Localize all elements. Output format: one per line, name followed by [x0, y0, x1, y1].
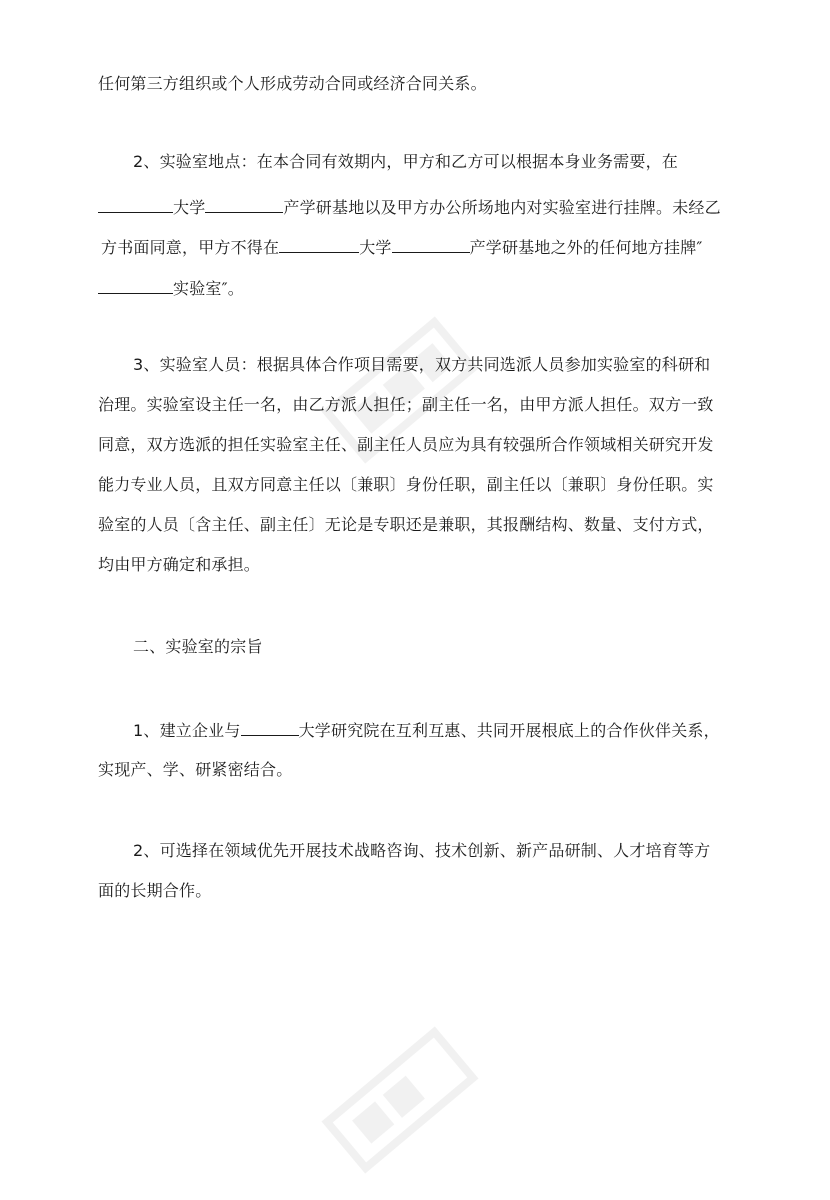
text-line — [98, 275, 244, 300]
text-segment: 1、建立企业与 — [133, 721, 241, 740]
text-line: 2、可选择在领域优先开展技术战略咨询、技术创新、新产品研制、人才培育等方 — [133, 841, 711, 860]
section-heading: 二、实验室的宗旨 — [133, 637, 263, 656]
blank-field — [205, 194, 283, 213]
text-segment: 大学 — [173, 198, 206, 217]
text-segment: 方书面同意，甲方不得在 — [101, 238, 280, 257]
text-line — [101, 234, 703, 259]
text-line: 验室的人员〔含主任、副主任〕无论是专职还是兼职，其报酬结构、数量、支付方式， — [98, 515, 714, 534]
blank-field — [98, 275, 173, 294]
text-line — [133, 717, 720, 742]
text-line: 实现产、学、研紧密结合。 — [98, 760, 293, 779]
text-line: 3、实验室人员：根据具体合作项目需要，双方共同选派人员参加实验室的科研和 — [133, 355, 711, 374]
watermark-stamp-icon — [300, 1000, 500, 1200]
text-line: 同意，双方选派的担任实验室主任、副主任人员应为具有较强所合作领域相关研究开发 — [98, 435, 714, 454]
text-line — [98, 194, 721, 219]
text-segment: 产学研基地之外的任何地方挂牌″ — [469, 238, 703, 257]
blank-field — [98, 194, 173, 213]
text-segment: 大学 — [359, 238, 392, 257]
watermark-stamp-icon — [300, 290, 500, 490]
text-line: 均由甲方确定和承担。 — [98, 555, 261, 574]
text-segment: 大学研究院在互利互惠、共同开展根底上的合作伙伴关系， — [298, 721, 720, 740]
text-line: 治理。实验室设主任一名，由乙方派人担任；副主任一名，由甲方派人担任。双方一致 — [98, 395, 714, 414]
text-line: 2、实验室地点：在本合同有效期内，甲方和乙方可以根据本身业务需要，在 — [133, 152, 678, 171]
text-segment: 产学研基地以及甲方办公所场地内对实验室进行挂牌。未经乙 — [283, 198, 721, 217]
blank-field — [392, 234, 470, 253]
text-segment: 实验室″。 — [173, 279, 244, 298]
text-line: 能力专业人员，且双方同意主任以〔兼职〕身份任职，副主任以〔兼职〕身份任职。实 — [98, 475, 714, 494]
text-line: 面的长期合作。 — [98, 881, 212, 900]
blank-field — [279, 234, 359, 253]
text-line: 任何第三方组织或个人形成劳动合同或经济合同关系。 — [98, 74, 487, 93]
blank-field — [241, 717, 299, 736]
